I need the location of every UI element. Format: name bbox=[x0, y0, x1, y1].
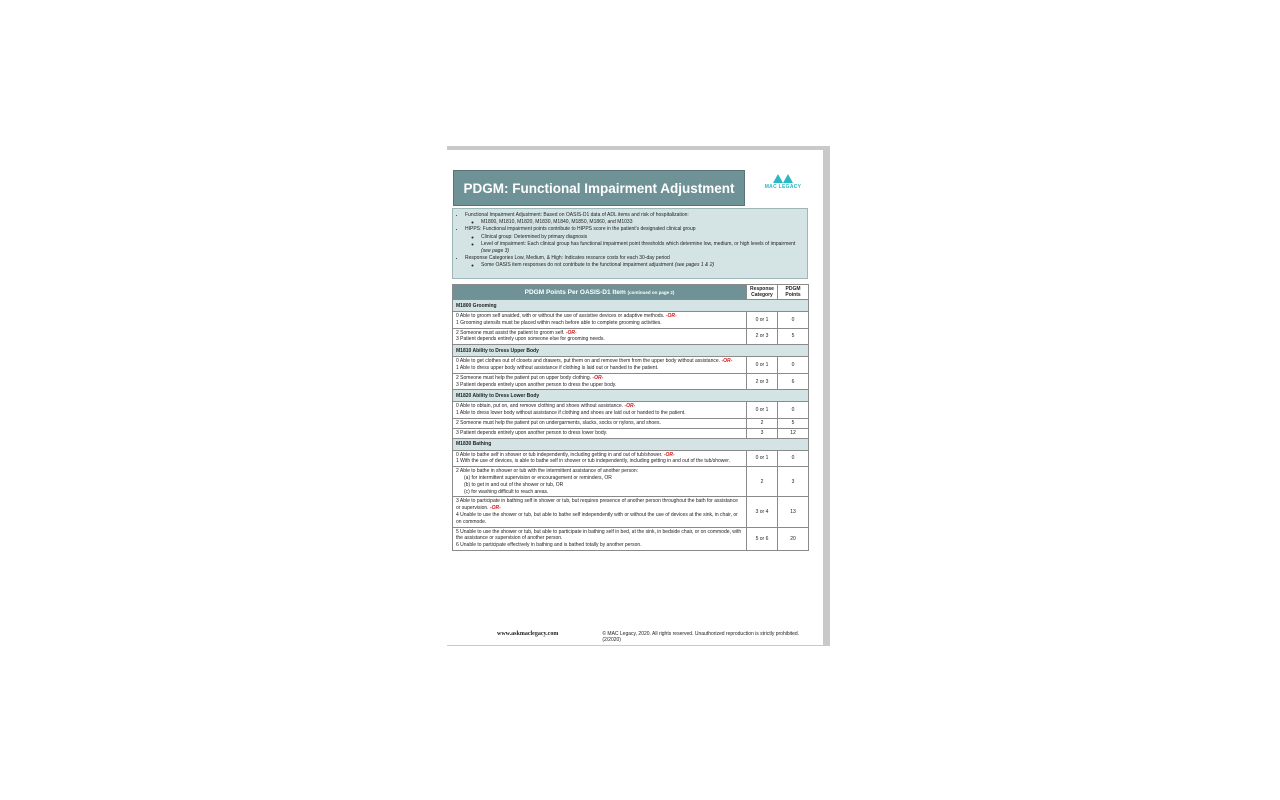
table-row: 3 Able to participate in bathing self in shower or tub, but requires presence of another person throughout the bath for assistance or supervision. -OR- 4 Unable to use the shower or tub, but able to bathe self independently with or without the use of devices at the sink, in chair, or on commode. 3 or 4 13 bbox=[453, 497, 809, 527]
col-header-response: Response Category bbox=[747, 285, 778, 300]
table-header-main: PDGM Points Per OASIS-D1 Item (continued on page 2) bbox=[453, 285, 747, 300]
table-row: 3 Patient depends entirely upon another person to dress lower body. 3 12 bbox=[453, 428, 809, 438]
pdgm-points-table bbox=[452, 284, 809, 551]
summary-item: • HIPPS: Functional impairment points contribute to HIPPS score in the patient's designated clinical group ◦ Clinical group: Determined by primary diagnosis ◦ Level of impairment: Each clinical group has functional impairment point thresholds which determine low, medium, or high levels of impairment (see page 3) bbox=[465, 226, 803, 255]
table-row: 0 Able to groom self unaided, with or without the use of assistive devices or adaptive methods. -OR- 1 Grooming utensils must be placed within reach before able to complete grooming activities. 0 or 1 0 bbox=[453, 312, 809, 329]
table-row: 2 Able to bathe in shower or tub with the intermittent assistance of another person: (a) for intermittent supervision or encouragement or reminders, OR (b) to get in and out of the shower or tub, OR (c) for washing difficult to reach areas. 2 3 bbox=[453, 467, 809, 497]
footer-website: www.askmaclegacy.com bbox=[497, 631, 559, 637]
summary-item: • Response Categories Low, Medium, & High: Indicates resource costs for each 30-day period ◦ Some OASIS item responses do not contribute to the functional impairment adjustment (see pages 1 & 2) bbox=[465, 255, 803, 269]
table-row: 2 Someone must help the patient put on undergarments, slacks, socks or nylons, and shoes. 2 5 bbox=[453, 418, 809, 428]
col-header-points: PDGM Points bbox=[778, 285, 809, 300]
table-header-row bbox=[453, 285, 809, 300]
footer-copyright: © MAC Legacy, 2020. All rights reserved. Unauthorized reproduction is strictly prohibited. (2/2020) bbox=[602, 631, 800, 643]
table-row: 2 Someone must assist the patient to groom self. -OR- 3 Patient depends entirely upon someone else for grooming needs. 2 or 3 5 bbox=[453, 328, 809, 345]
document-page bbox=[445, 150, 823, 645]
page-footer bbox=[497, 631, 817, 643]
summary-subitem: ◦ Level of impairment: Each clinical group has functional impairment point thresholds which determine low, medium, or high levels of impairment (see page 3) bbox=[481, 241, 803, 255]
mac-legacy-logo bbox=[757, 172, 809, 190]
table-row: 2 Someone must help the patient put on upper body clothing. -OR- 3 Patient depends entirely upon another person to dress the upper body. 2 or 3 6 bbox=[453, 373, 809, 390]
page-title: PDGM: Functional Impairment Adjustment bbox=[453, 170, 745, 206]
logo-text: MAC LEGACY bbox=[764, 184, 802, 190]
section-row: M1810 Ability to Dress Upper Body bbox=[453, 345, 809, 357]
summary-subitem: ◦ Clinical group: Determined by primary diagnosis bbox=[481, 234, 803, 241]
section-row: M1830 Bathing bbox=[453, 438, 809, 450]
section-row: M1820 Ability to Dress Lower Body bbox=[453, 390, 809, 402]
table-row: 0 Able to obtain, put on, and remove clothing and shoes without assistance. -OR- 1 Able to dress lower body without assistance if clothing and shoes are laid out or handed to the patient. 0 or 1 0 bbox=[453, 402, 809, 419]
summary-item: • Functional Impairment Adjustment: Based on OASIS-D1 data of ADL items and risk of hospitalization: ◦ M1800, M1810, M1820, M1830, M1840, M1850, M1860, and M1033 bbox=[465, 212, 803, 226]
table-row: 0 Able to bathe self in shower or tub independently, including getting in and out of tub/shower. -OR- 1 With the use of devices, is able to bathe self in shower or tub independently, including getting in and out of the tub/shower. 0 or 1 0 bbox=[453, 450, 809, 467]
table-row: 0 Able to get clothes out of closets and drawers, put them on and remove them from the upper body without assistance. -OR- 1 Able to dress upper body without assistance if clothing is laid out or handed to the patient. 0 or 1 0 bbox=[453, 357, 809, 374]
summary-subitem: ◦ M1800, M1810, M1820, M1830, M1840, M1850, M1860, and M1033 bbox=[481, 219, 803, 226]
summary-subitem: ◦ Some OASIS item responses do not contribute to the functional impairment adjustment (see pages 1 & 2) bbox=[481, 262, 803, 269]
table-row: 5 Unable to use the shower or tub, but able to participate in bathing self in bed, at the sink, in bedside chair, or on commode, with the assistance or supervision of another person. 6 Unable to participate effectively in bathing and is bathed totally by another person. 5 or 6 20 bbox=[453, 527, 809, 550]
section-row: M1800 Grooming bbox=[453, 300, 809, 312]
summary-box bbox=[452, 208, 808, 279]
logo-mark-icon bbox=[772, 172, 794, 184]
